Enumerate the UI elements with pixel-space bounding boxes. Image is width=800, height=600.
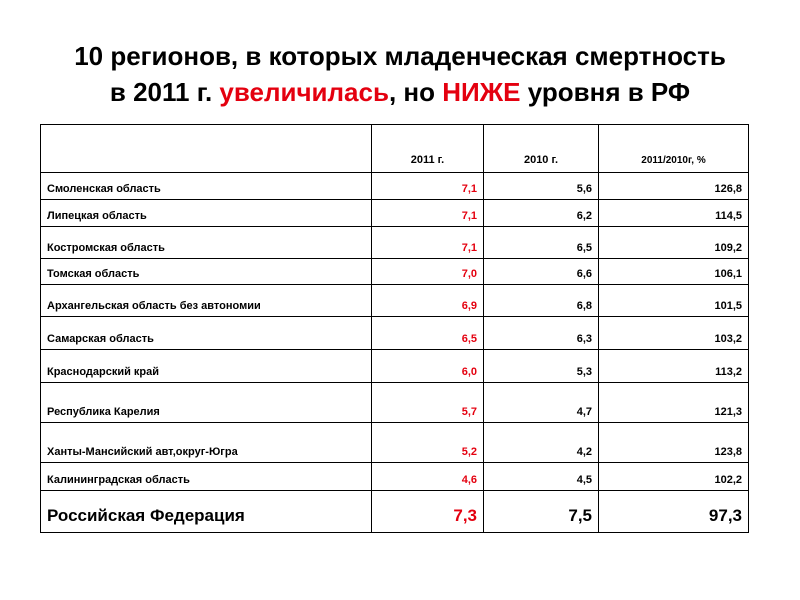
title-suffix: уровня в РФ [520,77,691,107]
value-2010: 6,6 [484,259,599,285]
title-highlight-lower: НИЖЕ [442,77,521,107]
title-mid: , но [388,77,443,107]
table-row [41,200,749,227]
value-2010: 5,3 [484,350,599,383]
value-2011: 7,1 [372,173,484,200]
value-2010: 4,5 [484,463,599,491]
value-2010: 4,2 [484,423,599,463]
table-row [41,285,749,317]
table-header-row [41,125,749,173]
table-row [41,350,749,383]
value-2011: 7,1 [372,200,484,227]
region-name: Краснодарский край [41,350,372,383]
value-2011: 4,6 [372,463,484,491]
title-line-2 [0,74,800,110]
header-2011: 2011 г. [372,125,484,173]
value-ratio: 101,5 [599,285,749,317]
table-row [41,173,749,200]
region-name: Томская область [41,259,372,285]
title-line-1: 10 регионов, в которых младенческая смертность [74,41,726,71]
value-ratio: 113,2 [599,350,749,383]
value-2011: 6,0 [372,350,484,383]
value-ratio: 106,1 [599,259,749,285]
value-2010: 4,7 [484,383,599,423]
region-name: Калининградская область [41,463,372,491]
value-ratio: 103,2 [599,317,749,350]
header-2010: 2010 г. [484,125,599,173]
table-row [41,227,749,259]
value-2011: 6,9 [372,285,484,317]
title-prefix: в 2011 г. [109,77,220,107]
region-name: Самарская область [41,317,372,350]
value-2010: 6,8 [484,285,599,317]
value-ratio: 121,3 [599,383,749,423]
value-ratio: 123,8 [599,423,749,463]
value-2011: 6,5 [372,317,484,350]
table-row [41,317,749,350]
value-2010: 6,5 [484,227,599,259]
page-title [0,38,800,110]
total-region-name: Российская Федерация [41,491,372,533]
total-value-2011: 7,3 [372,491,484,533]
value-2011: 5,2 [372,423,484,463]
table-row [41,259,749,285]
title-highlight-increased: увеличилась [219,77,389,107]
header-region [41,125,372,173]
table-row [41,423,749,463]
regions-table [40,124,749,533]
region-name: Республика Карелия [41,383,372,423]
region-name: Ханты-Мансийский авт,округ-Югра [41,423,372,463]
value-2010: 6,2 [484,200,599,227]
header-ratio: 2011/2010г, % [599,125,749,173]
value-2011: 5,7 [372,383,484,423]
value-2010: 5,6 [484,173,599,200]
value-2011: 7,0 [372,259,484,285]
value-ratio: 102,2 [599,463,749,491]
region-name: Архангельская область без автономии [41,285,372,317]
value-2011: 7,1 [372,227,484,259]
value-2010: 6,3 [484,317,599,350]
region-name: Липецкая область [41,200,372,227]
table-row [41,383,749,423]
region-name: Костромская область [41,227,372,259]
value-ratio: 114,5 [599,200,749,227]
region-name: Смоленская область [41,173,372,200]
value-ratio: 126,8 [599,173,749,200]
total-value-2010: 7,5 [484,491,599,533]
table-row [41,463,749,491]
table-total-row [41,491,749,533]
value-ratio: 109,2 [599,227,749,259]
total-value-ratio: 97,3 [599,491,749,533]
